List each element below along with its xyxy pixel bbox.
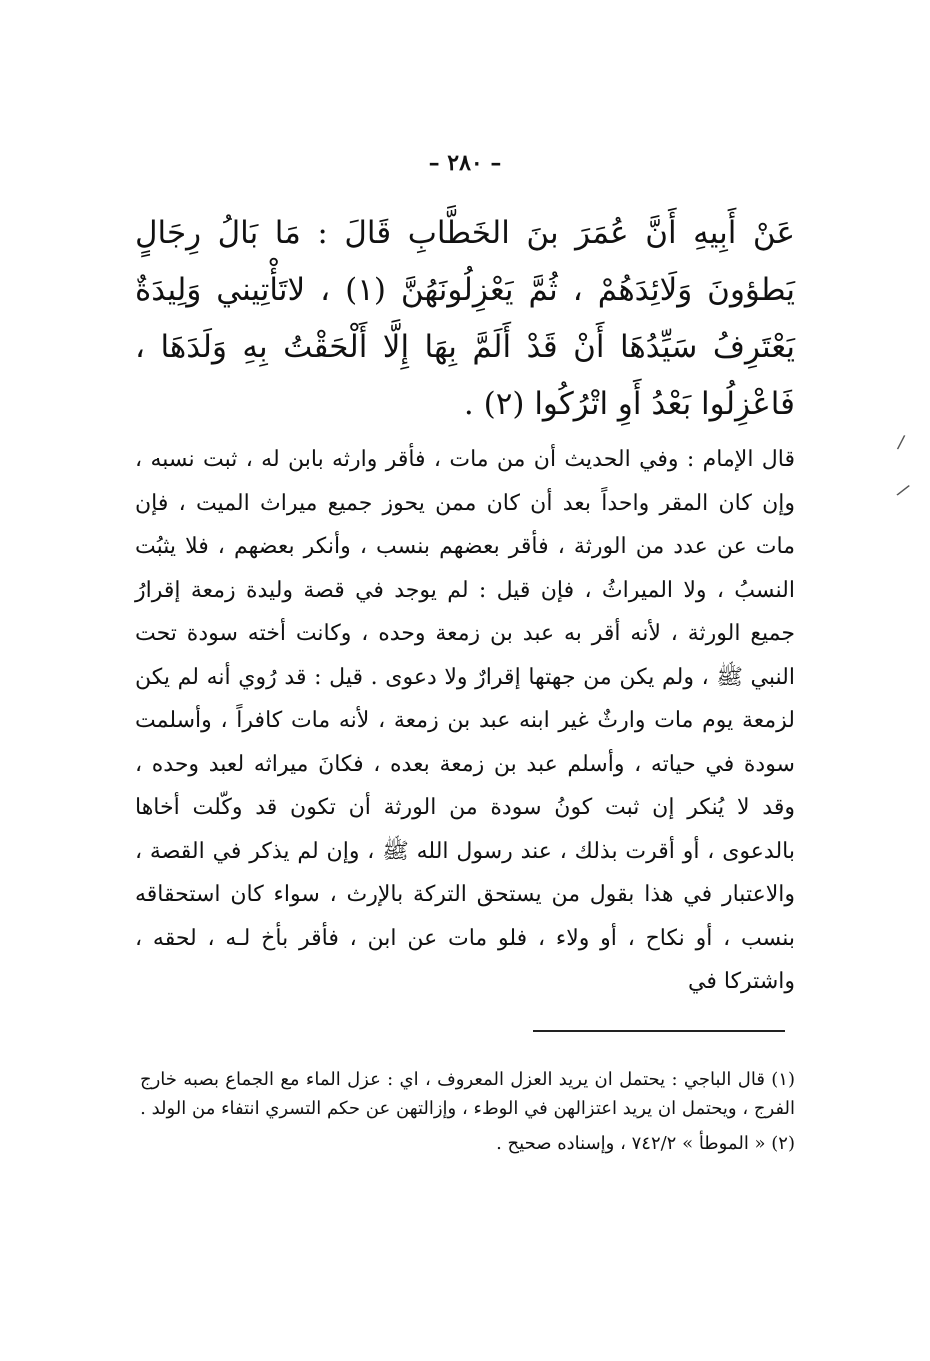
footnotes-block [140, 1065, 795, 1158]
commentary-paragraph: قال الإمام : وفي الحديث أن من مات ، فأقر وارثه بابن له ، ثبت نسبه ، وإن كان المقر واحداً بعد أن كان ممن يحوز جميع ميراث الميت ، فإن مات عن عدد من الورثة ، فأقر بعضهم بنسب ، وأنكر بعضهم ، فلا يثبُت النسبُ ، ولا الميراثُ ، فإن قيل : لم يوجد في قصة وليدة زمعة إقرارُ جميع الورثة ، لأنه أقر به عبد بن زمعة وحده ، وكانت أخته سودة تحت النبي ﷺ ، ولم يكن من جهتها إقرارٌ ولا دعوى . قيل : قد رُوي أنه لم يكن لزمعة يوم مات وارثٌ غير ابنه عبد بن زمعة ، لأنه مات كافراً ، وأسلمت سودة في حياته ، وأسلم عبد بن زمعة بعده ، فكانَ ميراثه لعبد وحده ، وقد لا يُنكر إن ثبت كونُ سودة من الورثة أن تكون قد وكّلت أخاها بالدعوى ، أو أقرت بذلك ، عند رسول الله ﷺ ، وإن لم يذكر في القصة ، والاعتبار في هذا بقول من يستحق التركة بالإرث ، سواء كان استحقاقه بنسب ، أو نكاح ، أو ولاء ، فلو مات عن ابن ، فأقر بأخ لـه ، لحقه ، واشتركا في [135, 447, 795, 994]
margin-pencil-mark: / [894, 480, 912, 501]
margin-pencil-mark: / [896, 431, 906, 454]
footnote-divider [533, 1030, 785, 1032]
footnote-2: (٢) « الموطأ » ٧٤٢/٢ ، وإسناده صحيح . [496, 1133, 795, 1154]
hadith-text-block [135, 205, 795, 433]
footnote-1: (١) قال الباجي : يحتمل ان يريد العزل المعروف ، اي : عزل الماء مع الجماع بصبه خارج الفرج ، ويحتمل ان يريد اعتزالهن في الوطء ، وإزالتهن عن حكم التسري انتفاء من الولد . [140, 1069, 795, 1119]
hadith-paragraph: عَنْ أَبِيهِ أَنَّ عُمَرَ بنَ الخَطَّابِ قَالَ : مَا بَالُ رِجَالٍ يَطؤونَ وَلَائِدَهُمْ ، ثُمَّ يَعْزِلُونَهُنَّ (١) ، لاتَأْتِيني وَلِيدَةٌ يَعْتَرِفُ سَيِّدُهَا أَنْ قَدْ أَلَمَّ بِهَا إِلَّا أَلْحَقْتُ بِهِ وَلَدَهَا ، فَاعْزِلُوا بَعْدُ أَوِ اتْرُكُوا (٢) . [135, 215, 795, 422]
commentary-text-block [135, 438, 795, 1004]
page-number: – ٢٨٠ – [428, 150, 502, 176]
